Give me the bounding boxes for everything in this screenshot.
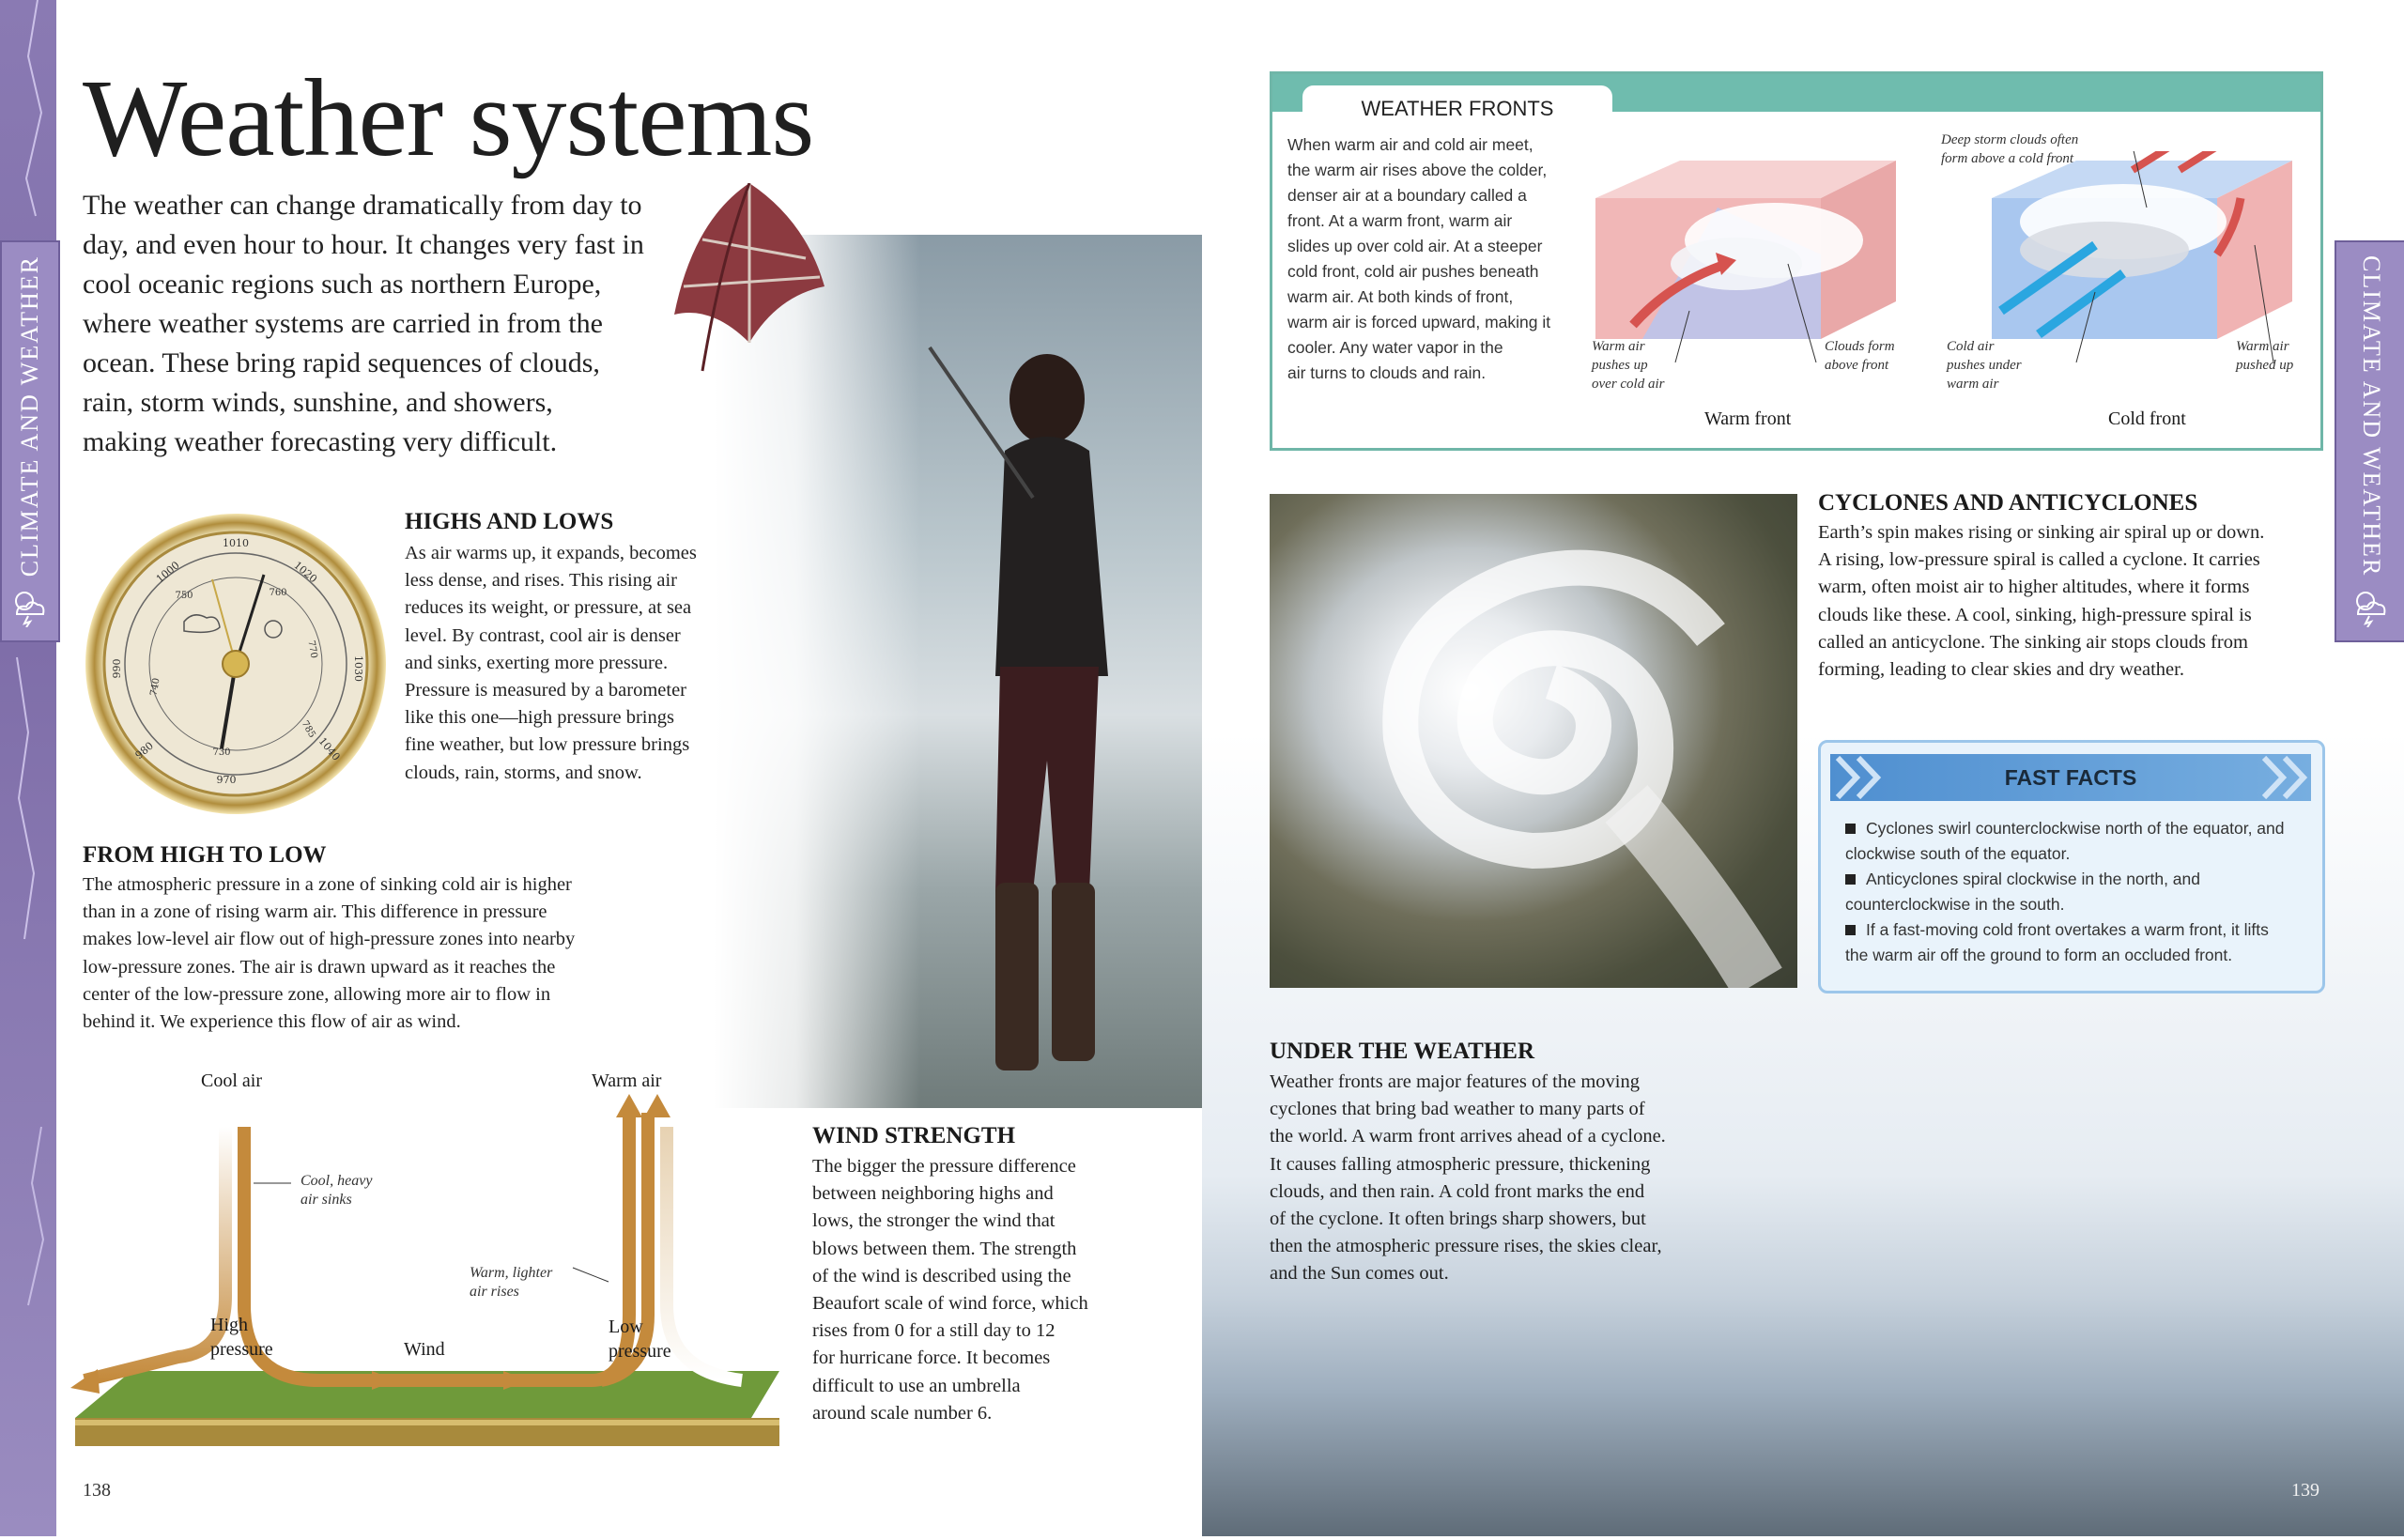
barometer-tick-label: 1010 xyxy=(223,537,249,549)
label-line: pressure xyxy=(609,1341,671,1362)
label-line: Warm air xyxy=(2236,339,2289,354)
label-line: Clouds form xyxy=(1825,339,1895,354)
high-to-low-heading: FROM HIGH TO LOW xyxy=(83,842,327,868)
label-line: Warm air xyxy=(1592,339,1645,354)
right-side-strip xyxy=(2348,0,2404,1536)
text-line: called an anticyclone. The sinking air stops clouds from xyxy=(1818,631,2248,653)
label-line: pushes under xyxy=(1947,358,2022,373)
text-line: behind it. We experience this flow of air as wind. xyxy=(83,1011,461,1033)
fact-line: If a fast-moving cold front overtakes a warm front, it lifts xyxy=(1866,920,2269,939)
text-line: air turns to clouds and rain. xyxy=(1287,363,1487,382)
text-line: slides up over cold air. At a steeper xyxy=(1287,237,1543,255)
left-section-tab-label: CLIMATE AND WEATHER xyxy=(16,254,43,578)
chevrons-icon xyxy=(1830,754,1905,801)
text-line: than in a zone of rising warm air. This difference in pressure xyxy=(83,901,547,923)
right-section-tab-label: CLIMATE AND WEATHER xyxy=(2358,254,2385,578)
fact-line: counterclockwise in the south. xyxy=(1845,895,2065,914)
storm-cloud-icon xyxy=(2352,586,2390,627)
label-line: over cold air xyxy=(1592,377,1665,392)
umbrella-icon xyxy=(665,183,853,427)
text-line: around scale number 6. xyxy=(812,1402,993,1424)
text-line: of the cyclone. It often brings sharp showers, but xyxy=(1270,1209,1646,1230)
cold-front-label: Cold front xyxy=(2108,408,2186,429)
text-line: forming, leading to clear skies and dry weather. xyxy=(1818,659,2184,681)
clouds-form-label xyxy=(1825,337,1895,375)
bullet-square-icon xyxy=(1845,925,1856,935)
cool-heavy-label xyxy=(300,1172,372,1209)
text-line: front. At a warm front, warm air xyxy=(1287,211,1513,230)
intro-line: ocean. These bring rapid sequences of clouds, xyxy=(83,347,600,378)
text-line: the world. A warm front arrives ahead of a cyclone. xyxy=(1270,1126,1666,1147)
intro-line: The weather can change dramatically from day to xyxy=(83,190,642,221)
page-title: Weather systems xyxy=(83,56,814,179)
label-line: Low xyxy=(609,1317,643,1337)
fact-item xyxy=(1845,816,2315,841)
fast-facts-box xyxy=(1818,740,2325,993)
barometer-tick-label: 760 xyxy=(269,588,287,598)
barometer-tick-label: 740 xyxy=(148,677,162,697)
cyclones-text xyxy=(1818,519,2325,684)
cyclone-satellite-photo xyxy=(1270,494,1797,988)
label-line: Deep storm clouds often xyxy=(1941,132,2079,147)
intro-line: rain, storm winds, sunshine, and showers, xyxy=(83,387,553,418)
label-line: form above a cold front xyxy=(1941,151,2074,166)
text-line: level. By contrast, cool air is denser xyxy=(405,624,681,646)
label-line: air rises xyxy=(470,1284,519,1300)
intro-line: where weather systems are carried in from the xyxy=(83,308,603,339)
text-line: warm, often moist air to higher altitudes, where it forms xyxy=(1818,577,2250,598)
intro-paragraph xyxy=(83,186,721,462)
wind-label: Wind xyxy=(404,1339,445,1360)
fronts-text xyxy=(1287,132,1569,386)
warm-air-label: Warm air xyxy=(592,1070,662,1091)
left-section-tab[interactable] xyxy=(0,240,60,642)
page-number-right: 139 xyxy=(2291,1480,2319,1501)
barometer-tick-label: 1030 xyxy=(352,655,364,682)
lightning-icon xyxy=(0,0,56,1536)
text-line: Beaufort scale of wind force, which xyxy=(812,1293,1088,1315)
intro-line: cool oceanic regions such as northern Europe, xyxy=(83,269,602,300)
barometer-tick-label: 1020 xyxy=(291,559,320,586)
highs-lows-text xyxy=(405,540,743,787)
highs-lows-heading: HIGHS AND LOWS xyxy=(405,509,614,534)
text-line: denser air at a boundary called a xyxy=(1287,186,1527,205)
wind-strength-heading: WIND STRENGTH xyxy=(812,1123,1016,1148)
chevrons-icon xyxy=(2236,754,2311,801)
text-line: makes low-level air flow out of high-pressure zones into nearby xyxy=(83,929,576,950)
label-line: above front xyxy=(1825,358,1889,373)
intro-line: day, and even hour to hour. It changes very fast in xyxy=(83,229,644,260)
intro-line: making weather forecasting very difficult. xyxy=(83,426,558,457)
warm-air-pushed-label xyxy=(2236,337,2293,375)
cloud-spiral-icon xyxy=(1270,494,1797,988)
label-line: pushed up xyxy=(2236,358,2294,373)
barometer-tick-label: 1000 xyxy=(153,559,182,586)
fact-line: clockwise south of the equator. xyxy=(1845,844,2071,863)
text-line: warm air. At both kinds of front, xyxy=(1287,287,1514,306)
text-line: lows, the stronger the wind that xyxy=(812,1210,1056,1232)
warm-lighter-label xyxy=(470,1264,552,1301)
text-line: center of the low-pressure zone, allowing more air to flow in xyxy=(83,983,551,1005)
text-line: reduces its weight, or pressure, at sea xyxy=(405,597,692,619)
label-line: pressure xyxy=(210,1339,273,1360)
barometer-tick-label: 1040 xyxy=(316,734,343,763)
text-line: As air warms up, it expands, becomes xyxy=(405,543,697,563)
text-line: When warm air and cold air meet, xyxy=(1287,135,1533,154)
text-line: It causes falling atmospheric pressure, thickening xyxy=(1270,1153,1651,1175)
low-pressure-label xyxy=(609,1315,671,1363)
warm-front-label: Warm front xyxy=(1704,408,1792,429)
deep-storm-label xyxy=(1941,131,2078,168)
fast-facts-title: FAST FACTS xyxy=(2004,764,2137,790)
barometer-tick-label: 770 xyxy=(305,639,319,659)
barometer-tick-label: 990 xyxy=(111,658,123,679)
barometer-tick-label: 970 xyxy=(216,774,237,786)
text-line: blows between them. The strength xyxy=(812,1238,1077,1259)
under-weather-text xyxy=(1270,1069,1739,1288)
text-line: Earth’s spin makes rising or sinking air spiral up or down. xyxy=(1818,522,2265,543)
text-line: and sinks, exerting more pressure. xyxy=(405,652,669,673)
text-line: between neighboring highs and xyxy=(812,1183,1054,1205)
storm-cloud-icon xyxy=(11,586,49,627)
text-line: the warm air rises above the colder, xyxy=(1287,161,1548,179)
text-line: cold front, cold air pushes beneath xyxy=(1287,262,1539,281)
text-line: then the atmospheric pressure rises, the skies clear, xyxy=(1270,1236,1662,1257)
wind-strength-text xyxy=(812,1153,1150,1427)
barometer-tick-label: 750 xyxy=(175,591,193,601)
fact-line: Cyclones swirl counterclockwise north of the equator, and xyxy=(1866,819,2285,838)
bullet-square-icon xyxy=(1845,874,1856,885)
barometer-tick-label: 730 xyxy=(212,747,231,758)
fronts-tab-label: WEATHER FRONTS xyxy=(1361,97,1554,120)
label-line: air sinks xyxy=(300,1192,352,1208)
bullet-square-icon xyxy=(1845,824,1856,834)
fronts-tab xyxy=(1302,85,1612,132)
text-line: of the wind is described using the xyxy=(812,1265,1071,1286)
text-line: Pressure is measured by a barometer xyxy=(405,680,686,701)
cool-air-label: Cool air xyxy=(201,1070,262,1091)
fast-facts-banner xyxy=(1830,754,2311,801)
text-line: The atmospheric pressure in a zone of sinking cold air is higher xyxy=(83,874,572,895)
text-line: for hurricane force. It becomes xyxy=(812,1348,1051,1369)
fact-item xyxy=(1845,867,2315,892)
label-line: High xyxy=(210,1315,248,1335)
cyclones-heading: CYCLONES AND ANTICYCLONES xyxy=(1818,490,2198,516)
fast-facts-list xyxy=(1845,816,2315,968)
text-line: like this one—high pressure brings xyxy=(405,707,674,729)
fact-line: the warm air off the ground to form an occluded front. xyxy=(1845,946,2233,964)
page-number-left: 138 xyxy=(83,1480,111,1501)
text-line: and the Sun comes out. xyxy=(1270,1263,1449,1285)
text-line: difficult to use an umbrella xyxy=(812,1375,1021,1396)
text-line: clouds, rain, storms, and snow. xyxy=(405,762,642,783)
fact-item xyxy=(1845,917,2315,943)
label-line: Cold air xyxy=(1947,339,1995,354)
cold-air-pushes-label xyxy=(1947,337,2022,393)
text-line: fine weather, but low pressure brings xyxy=(405,734,690,756)
high-pressure-label xyxy=(210,1313,273,1362)
fact-line: Anticyclones spiral clockwise in the north, and xyxy=(1866,870,2201,888)
text-line: low-pressure zones. The air is drawn upward as it reaches the xyxy=(83,956,556,978)
high-to-low-text xyxy=(83,871,684,1036)
text-line: cooler. Any water vapor in the xyxy=(1287,338,1503,357)
wind-flow-diagram xyxy=(66,1070,789,1465)
label-line: Cool, heavy xyxy=(300,1173,373,1189)
label-line: warm air xyxy=(1947,377,1999,392)
barometer-icon xyxy=(81,509,391,819)
right-section-tab[interactable] xyxy=(2335,240,2404,642)
text-line: cyclones that bring bad weather to many parts of xyxy=(1270,1099,1645,1120)
barometer-tick-label: 785 xyxy=(299,718,317,740)
weather-fronts-box xyxy=(1270,71,2323,451)
label-line: Warm, lighter xyxy=(470,1265,553,1281)
under-weather-heading: UNDER THE WEATHER xyxy=(1270,1039,1535,1064)
text-line: less dense, and rises. This rising air xyxy=(405,570,677,592)
text-line: warm air is forced upward, making it xyxy=(1287,313,1551,331)
text-line: rises from 0 for a still day to 12 xyxy=(812,1320,1056,1342)
left-side-strip xyxy=(0,0,56,1536)
text-line: The bigger the pressure difference xyxy=(812,1156,1076,1177)
label-line: pushes up xyxy=(1592,358,1648,373)
barometer-tick-label: 980 xyxy=(132,739,156,762)
warm-air-pushes-label xyxy=(1592,337,1664,393)
text-line: clouds like these. A cool, sinking, high-pressure spiral is xyxy=(1818,604,2252,625)
text-line: clouds, and then rain. A cold front marks the end xyxy=(1270,1180,1645,1202)
text-line: A rising, low-pressure spiral is called a cyclone. It carries xyxy=(1818,549,2260,571)
text-line: Weather fronts are major features of the moving xyxy=(1270,1071,1640,1092)
